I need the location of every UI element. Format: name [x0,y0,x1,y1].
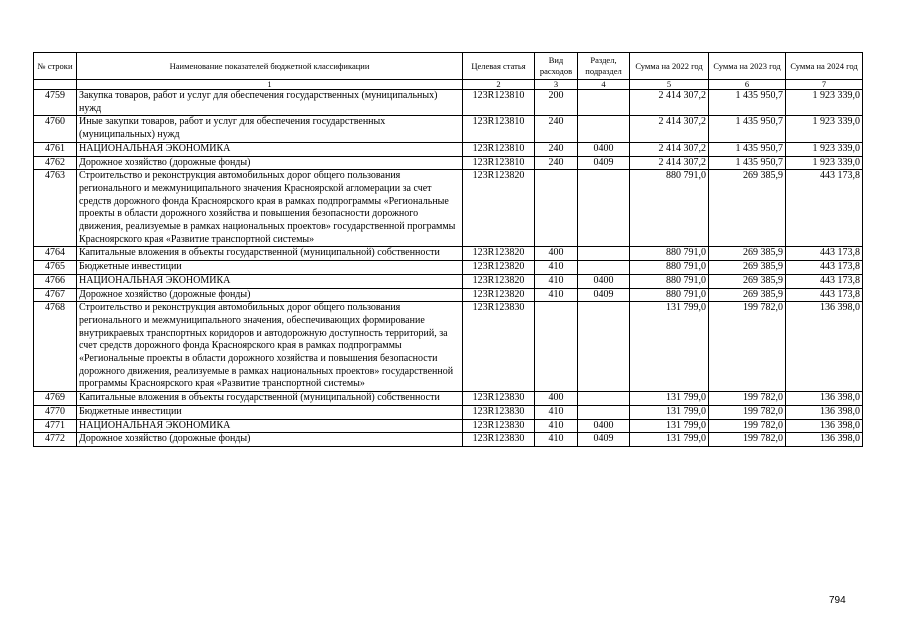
section-code [578,116,630,142]
table-row [34,419,863,433]
sum-2022: 880 791,0 [630,288,709,302]
header-sum-2023: Сумма на 2023 год [709,53,786,80]
target-article: 123R123820 [463,247,535,261]
column-number: 2 [463,80,535,90]
target-article: 123R123810 [463,142,535,156]
table-row [34,116,863,142]
column-number: 1 [77,80,463,90]
sum-2023: 199 782,0 [709,433,786,447]
section-code: 0400 [578,142,630,156]
target-article: 123R123830 [463,433,535,447]
target-article: 123R123810 [463,116,535,142]
expense-kind: 400 [535,247,578,261]
section-code [578,261,630,275]
row-number: 4760 [34,116,77,142]
sum-2024: 136 398,0 [786,392,863,406]
sum-2022: 880 791,0 [630,170,709,247]
expense-kind: 410 [535,405,578,419]
header-section: Раздел, подраздел [578,53,630,80]
sum-2023: 199 782,0 [709,419,786,433]
row-number: 4770 [34,405,77,419]
sum-2024: 1 923 339,0 [786,156,863,170]
sum-2024: 136 398,0 [786,419,863,433]
column-number: 7 [786,80,863,90]
budget-table [33,52,863,447]
table-row [34,90,863,116]
table-row [34,247,863,261]
row-number: 4768 [34,302,77,392]
indicator-name: Бюджетные инвестиции [77,261,463,275]
section-code [578,170,630,247]
target-article: 123R123810 [463,156,535,170]
sum-2024: 443 173,8 [786,261,863,275]
indicator-name: НАЦИОНАЛЬНАЯ ЭКОНОМИКА [77,274,463,288]
table-row [34,274,863,288]
indicator-name: НАЦИОНАЛЬНАЯ ЭКОНОМИКА [77,419,463,433]
expense-kind: 240 [535,116,578,142]
indicator-name: Дорожное хозяйство (дорожные фонды) [77,433,463,447]
target-article: 123R123820 [463,261,535,275]
indicator-name: Дорожное хозяйство (дорожные фонды) [77,156,463,170]
column-number [34,80,77,90]
sum-2022: 880 791,0 [630,274,709,288]
section-code: 0409 [578,156,630,170]
row-number: 4764 [34,247,77,261]
column-number: 4 [578,80,630,90]
table-row [34,392,863,406]
sum-2022: 131 799,0 [630,433,709,447]
target-article: 123R123830 [463,302,535,392]
header-expense-kind: Вид расходов [535,53,578,80]
target-article: 123R123820 [463,170,535,247]
sum-2023: 269 385,9 [709,261,786,275]
sum-2024: 1 923 339,0 [786,90,863,116]
sum-2022: 131 799,0 [630,419,709,433]
header-indicator-name: Наименование показателей бюджетной классификации [77,53,463,80]
sum-2022: 2 414 307,2 [630,142,709,156]
table-row [34,288,863,302]
row-number: 4759 [34,90,77,116]
row-number: 4771 [34,419,77,433]
section-code: 0409 [578,288,630,302]
sum-2023: 269 385,9 [709,274,786,288]
sum-2023: 269 385,9 [709,288,786,302]
header-row-number: № строки [34,53,77,80]
sum-2023: 199 782,0 [709,405,786,419]
target-article: 123R123830 [463,392,535,406]
section-code: 0409 [578,433,630,447]
target-article: 123R123820 [463,288,535,302]
section-code: 0400 [578,419,630,433]
sum-2024: 1 923 339,0 [786,116,863,142]
expense-kind: 240 [535,142,578,156]
table-row [34,433,863,447]
indicator-name: Строительство и реконструкция автомобильных дорог общего пользования регионального и межмуниципального значения Красноярской агломерации за счет средств дорожного фонда Красноярского края в рамках подпрограммы «Региональные проекты в области дорожного хозяйства и повышения безопасности дорожного движения, реализуемые в рамках национальных проектов» государственной программы Красноярского края «Развитие транспортной системы» [77,170,463,247]
target-article: 123R123830 [463,419,535,433]
row-number: 4769 [34,392,77,406]
sum-2024: 443 173,8 [786,170,863,247]
sum-2024: 443 173,8 [786,247,863,261]
table-row [34,170,863,247]
row-number: 4761 [34,142,77,156]
sum-2024: 136 398,0 [786,405,863,419]
section-code: 0400 [578,274,630,288]
expense-kind: 200 [535,90,578,116]
column-number: 6 [709,80,786,90]
sum-2022: 2 414 307,2 [630,156,709,170]
sum-2022: 880 791,0 [630,261,709,275]
sum-2022: 2 414 307,2 [630,90,709,116]
column-numbers-row [34,80,863,90]
sum-2024: 443 173,8 [786,274,863,288]
expense-kind: 240 [535,156,578,170]
indicator-name: Закупка товаров, работ и услуг для обеспечения государственных (муниципальных) нужд [77,90,463,116]
section-code [578,90,630,116]
row-number: 4767 [34,288,77,302]
sum-2024: 136 398,0 [786,302,863,392]
column-number: 5 [630,80,709,90]
sum-2022: 880 791,0 [630,247,709,261]
header-target-article: Целевая статья [463,53,535,80]
sum-2024: 443 173,8 [786,288,863,302]
sum-2023: 1 435 950,7 [709,116,786,142]
sum-2023: 1 435 950,7 [709,156,786,170]
row-number: 4762 [34,156,77,170]
indicator-name: Капитальные вложения в объекты государственной (муниципальной) собственности [77,247,463,261]
column-number: 3 [535,80,578,90]
expense-kind [535,170,578,247]
sum-2022: 131 799,0 [630,405,709,419]
table-row [34,261,863,275]
indicator-name: Дорожное хозяйство (дорожные фонды) [77,288,463,302]
section-code [578,302,630,392]
indicator-name: Капитальные вложения в объекты государственной (муниципальной) собственности [77,392,463,406]
header-row [34,53,863,80]
target-article: 123R123810 [463,90,535,116]
header-sum-2024: Сумма на 2024 год [786,53,863,80]
expense-kind: 410 [535,274,578,288]
expense-kind: 410 [535,288,578,302]
expense-kind: 410 [535,419,578,433]
table-row [34,156,863,170]
sum-2023: 199 782,0 [709,302,786,392]
row-number: 4766 [34,274,77,288]
header-sum-2022: Сумма на 2022 год [630,53,709,80]
expense-kind: 410 [535,433,578,447]
expense-kind [535,302,578,392]
sum-2022: 131 799,0 [630,392,709,406]
sum-2022: 131 799,0 [630,302,709,392]
table-row [34,142,863,156]
sum-2023: 269 385,9 [709,247,786,261]
row-number: 4763 [34,170,77,247]
sum-2023: 1 435 950,7 [709,142,786,156]
section-code [578,392,630,406]
indicator-name: НАЦИОНАЛЬНАЯ ЭКОНОМИКА [77,142,463,156]
row-number: 4772 [34,433,77,447]
page-number: 794 [829,595,846,606]
section-code [578,405,630,419]
sum-2024: 1 923 339,0 [786,142,863,156]
sum-2023: 199 782,0 [709,392,786,406]
sum-2023: 269 385,9 [709,170,786,247]
indicator-name: Строительство и реконструкция автомобильных дорог общего пользования регионального и межмуниципального значения, обеспечивающих формирование внутрикраевых транспортных коридоров и автодорожную доступность территорий, за счет средств дорожного фонда Красноярского края в рамках подпрограммы «Региональные проекты в области дорожного хозяйства и повышения безопасности дорожного движения, реализуемые в рамках национальных проектов» государственной программы Красноярского края «Развитие транспортной системы» [77,302,463,392]
row-number: 4765 [34,261,77,275]
indicator-name: Иные закупки товаров, работ и услуг для обеспечения государственных (муниципальных) нужд [77,116,463,142]
target-article: 123R123830 [463,405,535,419]
target-article: 123R123820 [463,274,535,288]
expense-kind: 400 [535,392,578,406]
expense-kind: 410 [535,261,578,275]
section-code [578,247,630,261]
indicator-name: Бюджетные инвестиции [77,405,463,419]
table-row [34,302,863,392]
table-body [34,90,863,447]
sum-2022: 2 414 307,2 [630,116,709,142]
sum-2023: 1 435 950,7 [709,90,786,116]
sum-2024: 136 398,0 [786,433,863,447]
table-row [34,405,863,419]
